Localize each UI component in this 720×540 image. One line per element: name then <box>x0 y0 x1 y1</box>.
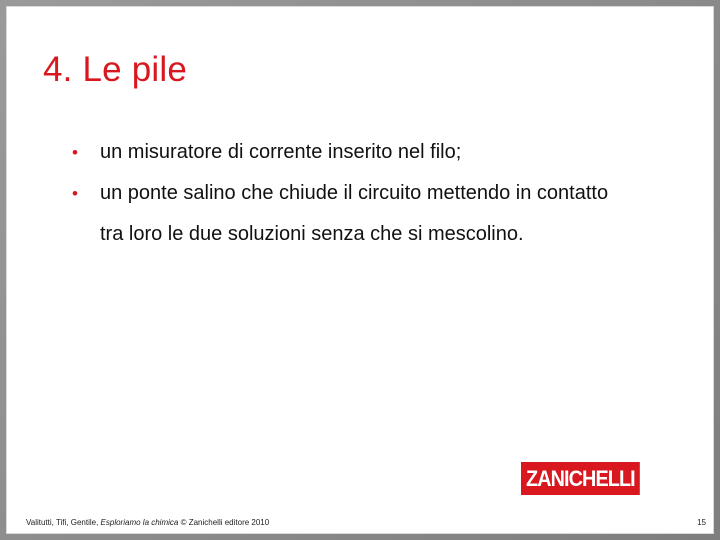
bullet-marker: • <box>72 143 78 162</box>
bullet-text: un misuratore di corrente inserito nel filo; <box>100 141 462 163</box>
bullet-text: un ponte salino che chiude il circuito mettendo in contatto tra loro le due soluzioni senza che si mescolino. <box>100 182 609 245</box>
footer-authors: Valitutti, Tifi, Gentile, <box>26 518 101 527</box>
slide-title: 4. Le pile <box>43 50 188 89</box>
bullet-item <box>72 132 632 173</box>
bullet-marker: • <box>72 184 78 203</box>
slide <box>6 6 714 534</box>
footer-book-title: Esploriamo la chimica <box>100 518 179 527</box>
bullet-list <box>72 132 632 255</box>
page-number: 15 <box>697 518 706 527</box>
bullet-item <box>72 173 632 255</box>
zanichelli-logo: ZANICHELLI <box>521 462 640 495</box>
footer-citation <box>26 518 269 527</box>
footer-publisher: © Zanichelli editore 2010 <box>178 518 270 527</box>
